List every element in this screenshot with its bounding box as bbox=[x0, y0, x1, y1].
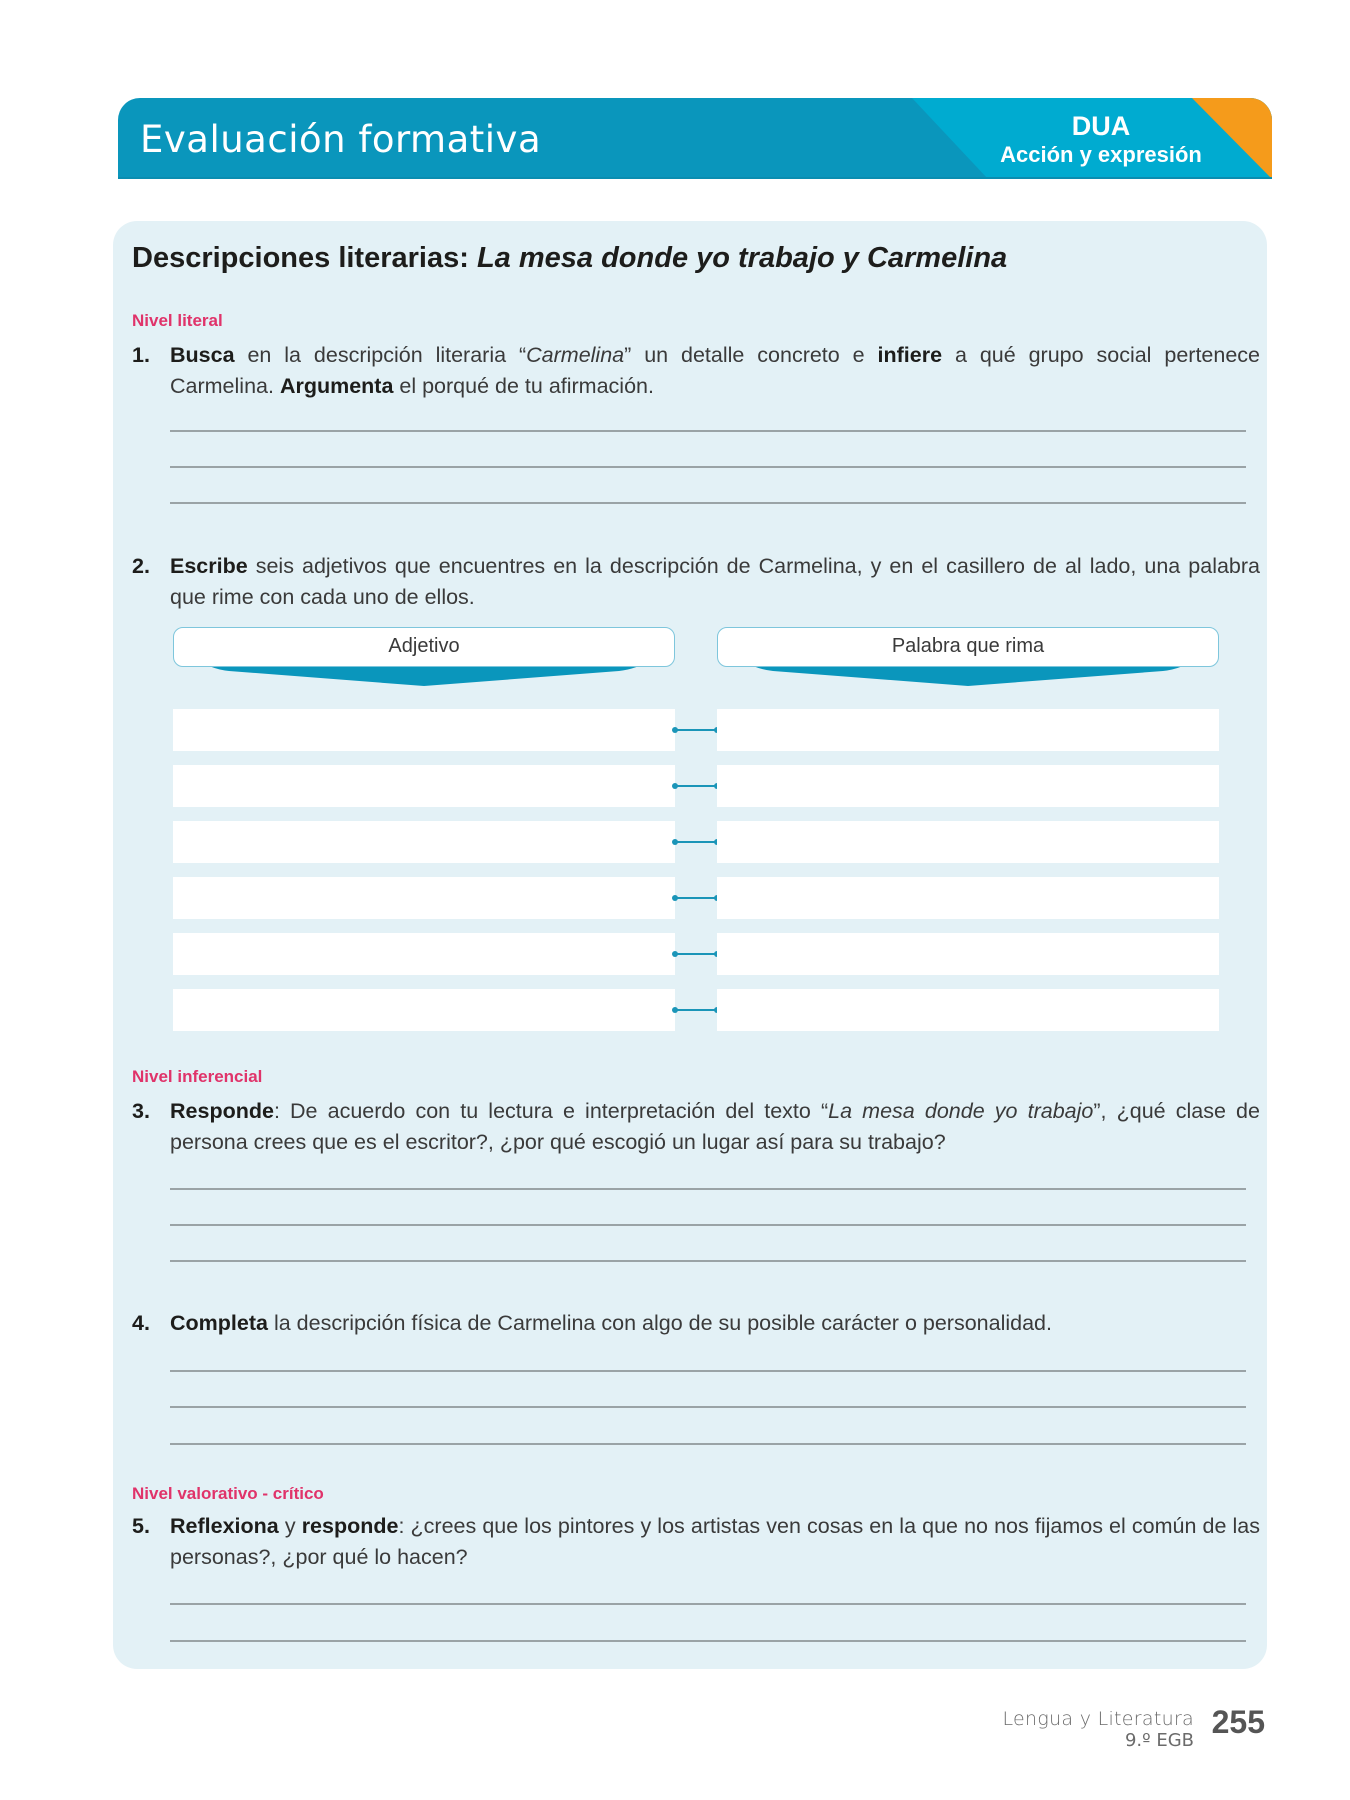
text-run: : De acuerdo con tu lectura e interpretación del texto “ bbox=[273, 1099, 829, 1123]
question-text bbox=[170, 340, 1260, 402]
text-run: la descripción física de Carmelina con algo de su posible carácter o personalidad. bbox=[267, 1311, 1052, 1335]
question-number: 5. bbox=[132, 1514, 150, 1538]
question-text bbox=[170, 551, 1260, 613]
question-2 bbox=[132, 551, 1260, 613]
emphasis-verb: Busca bbox=[170, 343, 235, 367]
adjective-cell[interactable] bbox=[173, 989, 675, 1031]
question-text bbox=[170, 1308, 1260, 1339]
connector-line bbox=[675, 1009, 717, 1011]
question-1 bbox=[132, 340, 1260, 402]
rhyme-word-cell[interactable] bbox=[717, 709, 1219, 751]
rhyme-word-cell[interactable] bbox=[717, 989, 1219, 1031]
question-3 bbox=[132, 1096, 1260, 1158]
section-title-italic: La mesa donde yo trabajo y Carmelina bbox=[476, 242, 1008, 274]
connector-line bbox=[675, 785, 717, 787]
dua-badge-subtitle: Acción y expresión bbox=[1000, 142, 1202, 167]
answer-line[interactable] bbox=[170, 1406, 1246, 1408]
adjective-cell[interactable] bbox=[173, 765, 675, 807]
work-title: La mesa donde yo trabajo bbox=[828, 1099, 1094, 1123]
question-number: 4. bbox=[132, 1311, 150, 1335]
answer-line[interactable] bbox=[170, 1260, 1246, 1262]
answer-line[interactable] bbox=[170, 1224, 1246, 1226]
header-divider bbox=[118, 177, 1272, 179]
text-run: el porqué de tu afirmación. bbox=[393, 374, 654, 398]
page-title: Evaluación formativa bbox=[140, 118, 542, 161]
answer-line[interactable] bbox=[170, 1640, 1246, 1642]
rhyme-word-cell[interactable] bbox=[717, 821, 1219, 863]
section-title-plain: Descripciones literarias: bbox=[132, 242, 477, 274]
connector-line bbox=[675, 953, 717, 955]
answer-line[interactable] bbox=[170, 430, 1246, 432]
connector-line bbox=[675, 729, 717, 731]
rhyme-word-cell[interactable] bbox=[717, 877, 1219, 919]
footer-grade: 9.º EGB bbox=[1124, 1730, 1194, 1751]
answer-line[interactable] bbox=[170, 1443, 1246, 1445]
emphasis-verb: responde bbox=[301, 1514, 399, 1538]
emphasis-verb: Escribe bbox=[170, 554, 248, 578]
adjective-cell[interactable] bbox=[173, 709, 675, 751]
emphasis-verb: Reflexiona bbox=[170, 1514, 279, 1538]
question-5 bbox=[132, 1511, 1260, 1573]
level-label-literal: Nivel literal bbox=[132, 311, 223, 330]
page-number: 255 bbox=[1211, 1704, 1265, 1740]
work-title: Carmelina bbox=[526, 343, 625, 367]
emphasis-verb: Completa bbox=[170, 1311, 268, 1335]
question-4 bbox=[132, 1308, 1260, 1339]
answer-line[interactable] bbox=[170, 1188, 1246, 1190]
text-run: ”, ¿qué clase de persona crees que es el escritor?, ¿por qué escogió un lugar así para su trabajo? bbox=[170, 1099, 1260, 1154]
emphasis-verb: infiere bbox=[877, 343, 943, 367]
dua-badge bbox=[996, 111, 1206, 169]
rhyme-word-cell[interactable] bbox=[717, 933, 1219, 975]
column-header-adjetivo: Adjetivo bbox=[173, 627, 675, 667]
answer-line[interactable] bbox=[170, 1370, 1246, 1372]
answer-line[interactable] bbox=[170, 466, 1246, 468]
text-run: ” un detalle concreto e bbox=[624, 343, 878, 367]
answer-line[interactable] bbox=[170, 502, 1246, 504]
adjective-cell[interactable] bbox=[173, 821, 675, 863]
adjective-cell[interactable] bbox=[173, 933, 675, 975]
text-run: y bbox=[278, 1514, 302, 1538]
answer-line[interactable] bbox=[170, 1603, 1246, 1605]
question-number: 2. bbox=[132, 554, 150, 578]
text-run: seis adjetivos que encuentres en la descripción de Carmelina, y en el casillero de al lado, una palabra que rime con cada uno de ellos. bbox=[170, 554, 1260, 609]
rhyme-word-cell[interactable] bbox=[717, 765, 1219, 807]
emphasis-verb: Responde bbox=[170, 1099, 274, 1123]
column-header-arrow bbox=[209, 666, 639, 688]
section-title bbox=[132, 242, 1007, 275]
text-run: a qué grupo social pertenece Carmelina. bbox=[170, 343, 1260, 398]
section-header-bar bbox=[118, 98, 1272, 179]
adjective-cell[interactable] bbox=[173, 877, 675, 919]
column-header-rima: Palabra que rima bbox=[717, 627, 1219, 667]
question-number: 1. bbox=[132, 343, 150, 367]
emphasis-verb: Argumenta bbox=[279, 374, 394, 398]
dua-badge-title: DUA bbox=[1071, 111, 1131, 141]
level-label-valorativo: Nivel valorativo - crítico bbox=[132, 1484, 324, 1503]
column-header-arrow bbox=[753, 666, 1183, 688]
footer-subject: Lengua y Literatura bbox=[1002, 1708, 1194, 1730]
connector-line bbox=[675, 841, 717, 843]
question-text bbox=[170, 1511, 1260, 1573]
text-run: en la descripción literaria “ bbox=[234, 343, 527, 367]
text-run: : ¿crees que los pintores y los artistas ven cosas en la que no nos fijamos el común de las personas?, ¿por qué lo hacen? bbox=[170, 1514, 1261, 1569]
question-text bbox=[170, 1096, 1260, 1158]
question-number: 3. bbox=[132, 1099, 150, 1123]
level-label-inferencial: Nivel inferencial bbox=[132, 1067, 263, 1086]
connector-line bbox=[675, 897, 717, 899]
